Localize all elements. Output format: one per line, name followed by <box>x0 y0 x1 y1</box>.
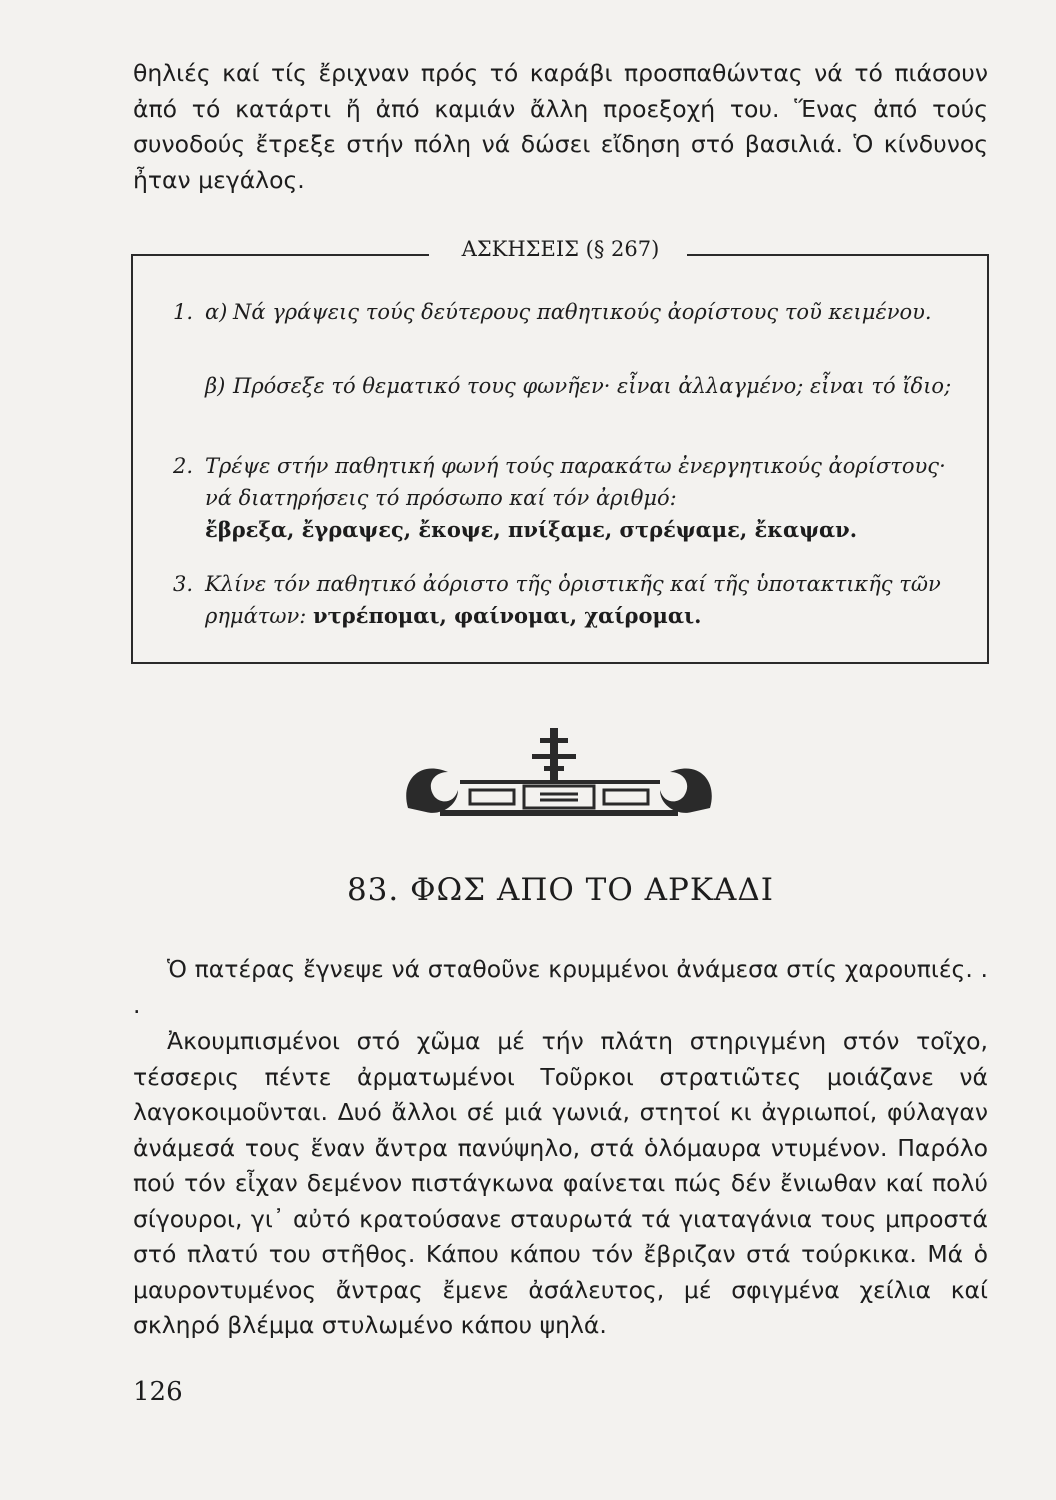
page-number: 126 <box>133 1377 183 1407</box>
paragraph-1: Ὁ πατέρας ἔγνεψε νά σταθοῦνε κρυμμένοι ἀνάμεσα στίς χαρουπιές. . . <box>133 955 988 1019</box>
paragraph-2: Ἀκουμπισμένοι στό χῶμα μέ τήν πλάτη στηριγμένη στόν τοῖχο, τέσσερις πέντε ἀρματωμένοι Τοῦρκοι στρατιῶτες μοιάζανε νά λαγοκοιμοῦνται. Δυό ἄλλοι σέ μιά γωνιά, στητοί κι ἀγριωποί, φύλαγαν ἀνάμεσά τους ἕναν ἄντρα πανύψηλο, στά ὁλόμαυρα ντυμένον. Παρόλο πού τόν εἶχαν δεμένον πιστάγκωνα φαίνεται πώς δέν ἔνιωθαν καί πολύ σίγουροι, γι᾿ αὐτό κρατούσανε σταυρωτά τά γιαταγάνια τους μπροστά στό πλατύ του στῆθος. Κάπου κάπου τόν ἔβριζαν στά τούρκικα. Μά ὁ μαυροντυμένος ἄντρας ἔμενε ἀσάλευτος, μέ σφιγμένα χείλια καί σκληρό βλέμμα στυλωμένο κάπου ψηλά. <box>133 1027 988 1339</box>
top-paragraph: θηλιές καί τίς ἔριχναν πρός τό καράβι προσπαθώντας νά τό πιάσουν ἀπό τό κατάρτι ἤ ἀπό καμιάν ἄλλη προεξοχή του. Ἕνας ἀπό τούς συνοδούς ἔτρεξε στήν πόλη νά δώσει εἴδηση στό βασιλιά. Ὁ κίνδυνος ἦταν μεγάλος. <box>133 59 988 194</box>
exercise-3: 3. Κλίνε τόν παθητικό ἀόριστο τῆς ὁριστικῆς καί τῆς ὑποτακτικῆς τῶν ρημάτων: ντρέπομαι, φαίνομαι, χαίρομαι. <box>173 572 941 628</box>
exercises-title: ΑΣΚΗΣΕΙΣ (§ 267) <box>461 237 660 261</box>
exercise-1b: β) Πρόσεξε τό θεματικό τους φωνῆεν· εἶναι ἀλλαγμένο; εἶναι τό ἴδιο; <box>205 374 952 398</box>
exercise-3-words: ντρέπομαι, φαίνομαι, χαίρομαι. <box>313 603 702 628</box>
exercises-box <box>131 254 989 664</box>
exercise-1a: 1. α) Νά γράψεις τούς δεύτερους παθητικούς ἀορίστους τοῦ κειμένου. <box>173 300 932 324</box>
exercise-2-words: ἔβρεξα, ἔγραψες, ἔκοψε, πνίξαμε, στρέψαμε, ἔκαψαν. <box>205 517 858 542</box>
exercise-2: 2. Τρέψε στήν παθητική φωνή τούς παρακάτω ἐνεργητικούς ἀορίστους· νά διατηρήσεις τό πρόσωπο καί τόν ἀριθμό: ἔβρεξα, ἔγραψες, ἔκοψε, πνίξαμε, στρέψαμε, ἔκαψαν. <box>173 454 946 542</box>
chapter-title: 83. ΦΩΣ ΑΠΟ ΤΟ ΑΡΚΑΔΙ <box>346 872 775 908</box>
ornament-headpiece <box>400 720 718 828</box>
